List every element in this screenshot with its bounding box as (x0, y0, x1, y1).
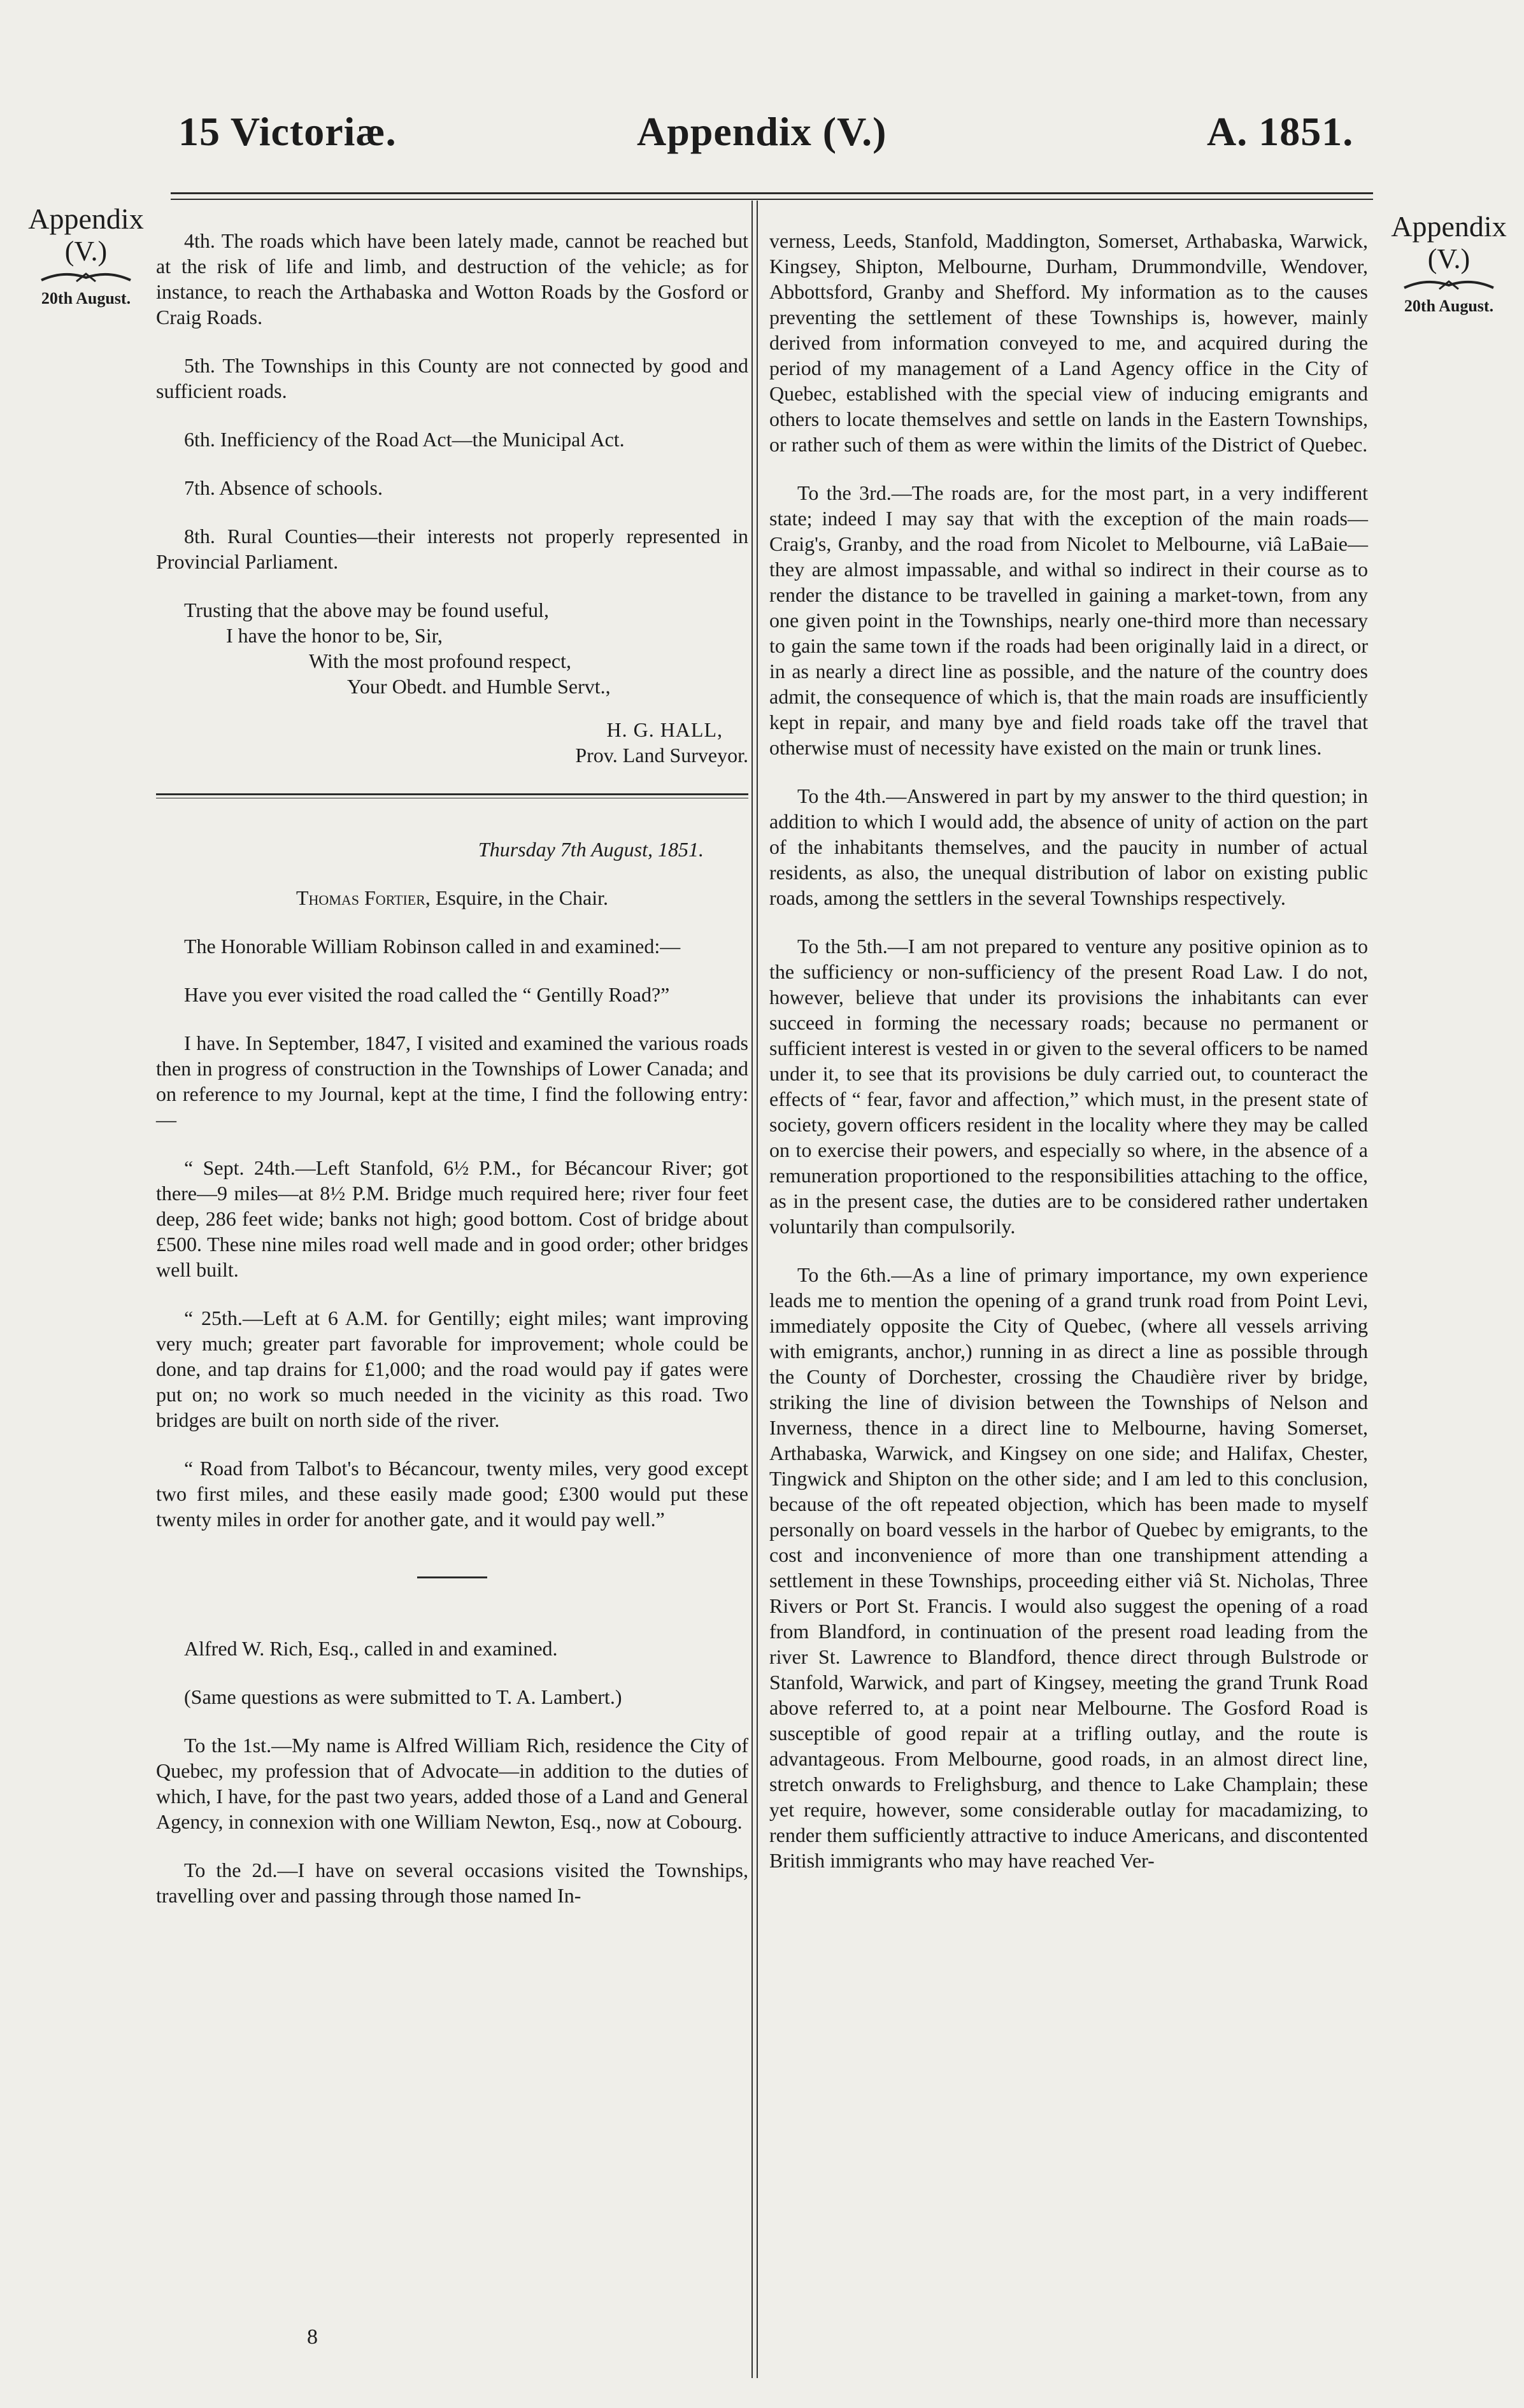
header-rule-thin (171, 199, 1373, 200)
margin-note-title: Appendix (28, 202, 144, 235)
witness-called: Alfred W. Rich, Esq., called in and examined. (184, 1637, 558, 1660)
answer: I have. In September, 1847, I visited and examined the various roads then in progress of construction in the Townships of Lower Canada; and on reference to my Journal, kept at the time, I find the following entry:— (156, 1031, 748, 1131)
swash-ornament-icon (1401, 276, 1497, 293)
short-rule (417, 1576, 487, 1578)
witness-called: The Honorable William Robinson called in and examined:— (184, 935, 681, 958)
margin-note-left (0, 202, 172, 308)
answer-paragraph: To the 6th.—As a line of primary importance, my own experience leads me to mention the opening of a grand trunk road from Point Levi, immediately opposite the City of Quebec, (where all vessels arriving with emigrants, anchor,) running in as direct a line as possible through the County of Dorchester, crossing the Chaudière river by bridge, striking the line of division between the Townships of Nelson and Inverness, thence in a direct line to Melbourne, having Somerset, Arthabaska, Warwick, and Kingsey on one side; and Halifax, Chester, Tingwick and Shipton on the other side; and I am led to this conclusion, because of the oft repeated objection, which has been made to myself personally on board vessels in the harbor of Quebec by emigrants, to the cost and inconvenience of more than one transhipment attending a settlement in these Townships, proceeding either viâ St. Nicholas, Three Rivers or Port St. Francis. I would also suggest the opening of a road from Blandford, in continuation of the present road leading from the river St. Lawrence to Blandford, thence direct through Bulstrode or Stanfold, Warwick, and part of Kingsey, meeting the grand Trunk Road above referred to, at a point near Melbourne. The Gosford Road is susceptible of good repair at a trifling outlay, and the route is advantageous. From Melbourne, good roads, in an almost direct line, stretch onwards to Frelighsburg, and thence to Lake Champlain; these yet require, however, some considerable outlay for macadamizing, to render them sufficiently attractive to induce Americans, and discontented British immigrants who may have reached Ver- (769, 1263, 1368, 1872)
chair-text: , Esquire, in the Chair. (425, 886, 608, 909)
right-column (769, 228, 1368, 1896)
header-left: 15 Victoriæ. (178, 109, 397, 154)
left-column (156, 228, 748, 1931)
margin-note-date: 20th August. (1404, 297, 1494, 315)
list-item: 6th. Inefficiency of the Road Act—the Municipal Act. (184, 428, 625, 451)
column-divider (751, 201, 753, 2378)
margin-note-label: (V.) (1427, 243, 1471, 274)
section-rule (156, 793, 748, 798)
chair-line (156, 885, 748, 910)
margin-note-title: Appendix (1391, 210, 1507, 243)
answer: To the 2d.—I have on several occasions visited the Townships, travelling over and passing through those named In- (156, 1859, 748, 1907)
margin-note-label: (V.) (64, 236, 108, 267)
journal-quote: “ Sept. 24th.—Left Stanfold, 6½ P.M., for Bécancour River; got there—9 miles—at 8½ P.M. Bridge much required here; river four feet deep, 286 feet wide; banks not high; good bottom. Cost of bridge about £500. These nine miles road well made and in good order; other bridges well built. (156, 1156, 748, 1281)
journal-quote: “ Road from Talbot's to Bécancour, twenty miles, very good except two first miles, and these easily made good; £300 would put these twenty miles in order for another gate, and it would pay well.” (156, 1457, 748, 1531)
signature: H. G. HALL, (606, 718, 723, 741)
list-item: 4th. The roads which have been lately made, cannot be reached but at the risk of life and limb, and destruction of the vehicle; as for instance, to reach the Arthabaska and Wotton Roads by the Gosford or Craig Roads. (156, 229, 748, 329)
chair-name: Thomas Fortier (296, 886, 425, 909)
answer-paragraph: To the 4th.—Answered in part by my answer to the third question; in addition to which I would add, the absence of unity of action on the part of the inhabitants themselves, and the paucity in number of actual residents, as also, the unequal distribution of labor on existing public roads, among the settlers in the several Townships respectively. (769, 784, 1368, 909)
margin-note-date: 20th August. (41, 289, 131, 308)
column-divider (757, 201, 758, 2378)
date-line: Thursday 7th August, 1851. (478, 838, 704, 861)
continued-paragraph: verness, Leeds, Stanfold, Maddington, Somerset, Arthabaska, Warwick, Kingsey, Shipton, Melbourne, Durham, Drummondville, Wendover, Abbottsford, Granby and Shefford. My information as to the causes preventing the settlement of these Townships is, however, mainly derived from information conveyed to me, and acquired during the period of my management of a Land Agency office in the City of Quebec, established with the special view of inducing emigrants and others to locate themselves and settle on lands in the Eastern Townships, or rather such of them as were within the limits of the District of Quebec. (769, 229, 1368, 456)
header-title: Appendix (V.) (637, 109, 887, 154)
signature-title: Prov. Land Surveyor. (575, 744, 748, 767)
header-right: A. 1851. (1207, 109, 1354, 154)
closing-line: Trusting that the above may be found useful, (184, 598, 549, 621)
note: (Same questions as were submitted to T. A. Lambert.) (184, 1685, 622, 1708)
closing-line: I have the honor to be, Sir, (226, 624, 443, 647)
swash-ornament-icon (38, 269, 134, 285)
question: Have you ever visited the road called the “ Gentilly Road?” (184, 983, 670, 1006)
list-item: 8th. Rural Counties—their interests not properly represented in Provincial Parliament. (156, 525, 748, 573)
answer: To the 1st.—My name is Alfred William Rich, residence the City of Quebec, my profession that of Advocate—in addition to the duties of which, I have, for the past two years, added those of a Land and General Agency, in connexion with one William Newton, Esq., now at Cobourg. (156, 1734, 748, 1833)
closing-line: With the most profound respect, (309, 649, 571, 672)
list-item: 7th. Absence of schools. (184, 476, 383, 499)
answer-paragraph: To the 3rd.—The roads are, for the most part, in a very indifferent state; indeed I may say that with the exception of the main roads—Craig's, Granby, and the road from Nicolet to Melbourne, viâ LaBaie—they are almost impassable, and withal so indirect in their course as to render the distance to be travelled in gaining a market-town, from any one given point in the Townships, nearly one-third more than necessary to gain the same town if the roads had been originally laid in a direct, or in as nearly a direct line as possible, and the nature of the country does admit, the consequence of which is, that the main roads are insufficiently kept in repair, and many bye and field roads take off the travel that otherwise must of necessity have existed on the main or trunk lines. (769, 481, 1368, 759)
journal-quote: “ 25th.—Left at 6 A.M. for Gentilly; eight miles; want improving very much; greater part favorable for improvement; whole could be done, and tap drains for £1,000; and the road would pay if gates were put on; no work so much needed in the vicinity as this road. Two bridges are built on north side of the river. (156, 1307, 748, 1431)
list-item: 5th. The Townships in this County are not connected by good and sufficient roads. (156, 354, 748, 402)
page-number: 8 (307, 2325, 318, 2349)
closing-line: Your Obedt. and Humble Servt., (347, 675, 611, 698)
header-rule (171, 192, 1373, 194)
answer-paragraph: To the 5th.—I am not prepared to venture any positive opinion as to the sufficiency or non-sufficiency of the present Road Law. I do not, however, believe that under its provisions the inhabitants can ever succeed in forming the necessary roads; because no permanent or sufficient interest is vested in or given to the several officers to be named under it, to see that its provisions be duly carried out, to counteract the effects of “ fear, favor and affection,” which must, in the present state of society, govern officers resident in the locality where they may be called on to exercise their powers, and especially so where, in the absence of a remuneration proportioned to the responsibilities attaching to the office, as in the present case, the duties are to be considered rather undertaken voluntarily than compulsorily. (769, 935, 1368, 1238)
margin-note-right (1363, 210, 1524, 316)
letter-closing (156, 597, 748, 768)
